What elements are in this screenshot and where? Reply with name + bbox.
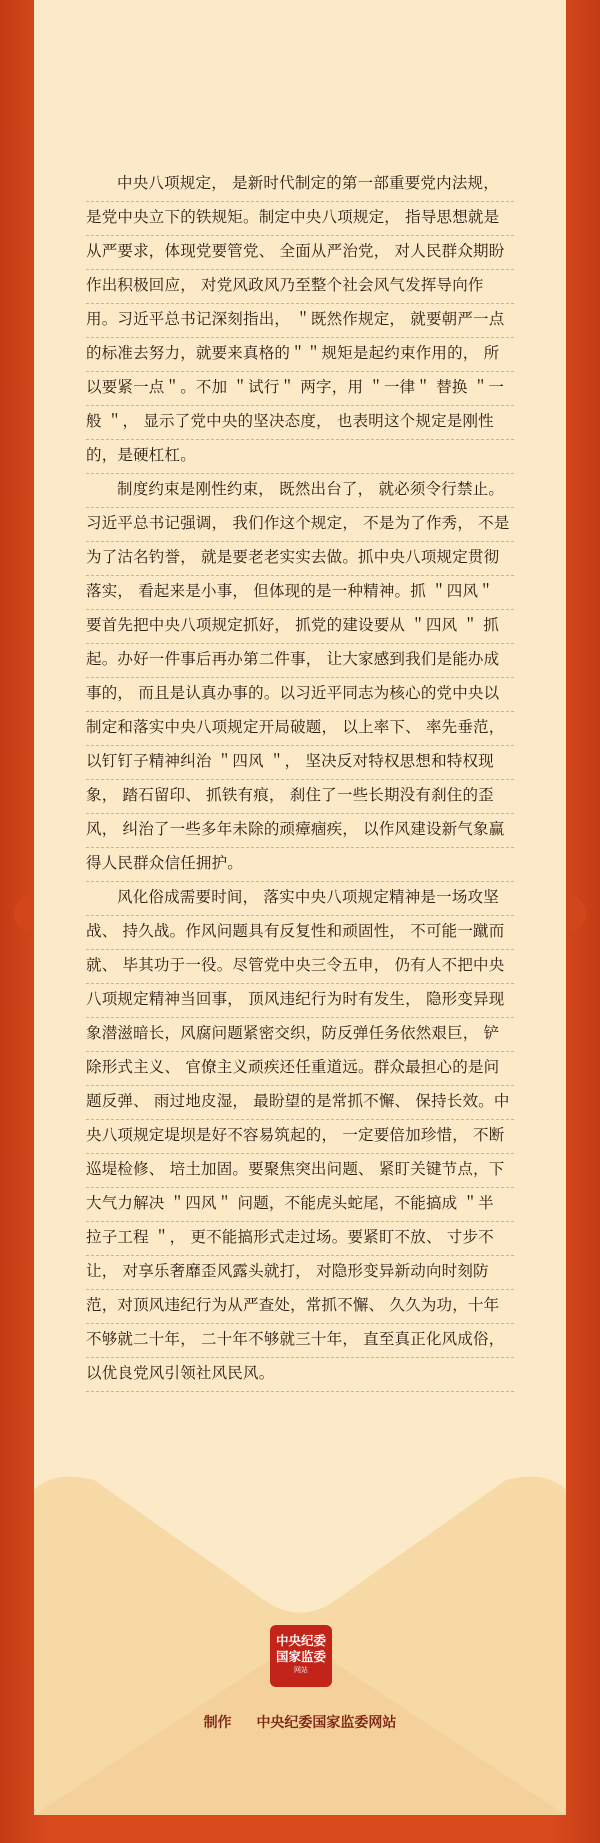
paragraph bbox=[86, 168, 514, 474]
text-line: 八项规定精神当回事， 顶风违纪行为时有发生， 隐形变异现 bbox=[86, 984, 514, 1018]
credit-source: 中央纪委国家监委网站 bbox=[256, 1715, 397, 1731]
text-line: 用。习近平总书记深刻指出， ＂既然作规定， 就要朝严一点 bbox=[86, 304, 514, 338]
text-line: 得人民群众信任拥护。 bbox=[86, 848, 514, 882]
credit-label: 制作 bbox=[203, 1715, 232, 1731]
seal-line-1: 中央纪委 bbox=[275, 1633, 326, 1648]
text-line: 象， 踏石留印、 抓铁有痕， 刹住了一些长期没有刹住的歪 bbox=[86, 780, 514, 814]
text-line: 般 ＂， 显示了党中央的坚决态度， 也表明这个规定是刚性 bbox=[86, 406, 514, 440]
paragraph bbox=[86, 474, 514, 882]
text-line: 事的， 而且是认真办事的。以习近平同志为核心的党中央以 bbox=[86, 678, 514, 712]
text-line: 风化俗成需要时间， 落实中央八项规定精神是一场攻坚 bbox=[86, 882, 514, 916]
text-line: 为了沽名钓誉， 就是要老老实实去做。抓中央八项规定贯彻 bbox=[86, 542, 514, 576]
text-line: 中央八项规定， 是新时代制定的第一部重要党内法规， bbox=[86, 168, 514, 202]
text-line: 要首先把中央八项规定抓好， 抓党的建设要从 ＂四风 ＂ 抓 bbox=[86, 610, 514, 644]
text-line: 除形式主义、 官僚主义顽疾还任重道远。群众最担心的是问 bbox=[86, 1052, 514, 1086]
logo-seal bbox=[270, 1625, 332, 1687]
text-line: 大气力解决 ＂四风＂ 问题，不能虎头蛇尾，不能搞成 ＂半 bbox=[86, 1188, 514, 1222]
text-line: 战、 持久战。作风问题具有反复性和顽固性， 不可能一蹴而 bbox=[86, 916, 514, 950]
text-line: 拉子工程 ＂， 更不能搞形式走过场。要紧盯不放、 寸步不 bbox=[86, 1222, 514, 1256]
text-line: 落实， 看起来是小事， 但体现的是一种精神。抓 ＂四风＂ bbox=[86, 576, 514, 610]
text-line: 习近平总书记强调， 我们作这个规定， 不是为了作秀， 不是 bbox=[86, 508, 514, 542]
credit-line bbox=[0, 1712, 600, 1732]
letter-paper bbox=[34, 0, 566, 1815]
text-line: 的标准去努力，就要来真格的＂＂规矩是起约束作用的， 所 bbox=[86, 338, 514, 372]
text-line: 制定和落实中央八项规定开局破题， 以上率下、 率先垂范， bbox=[86, 712, 514, 746]
text-line: 让， 对享乐奢靡歪风露头就打， 对隐形变异新动向时刻防 bbox=[86, 1256, 514, 1290]
article-body bbox=[86, 168, 514, 1392]
text-line: 巡堤检修、 培土加固。要聚焦突出问题、 紧盯关键节点，下 bbox=[86, 1154, 514, 1188]
text-line: 题反弹、 雨过地皮湿， 最盼望的是常抓不懈、 保持长效。中 bbox=[86, 1086, 514, 1120]
text-line: 制度约束是刚性约束， 既然出台了， 就必须令行禁止。 bbox=[86, 474, 514, 508]
text-line: 风， 纠治了一些多年未除的顽瘴痼疾， 以作风建设新气象赢 bbox=[86, 814, 514, 848]
text-line: 央八项规定堤坝是好不容易筑起的， 一定要倍加珍惜， 不断 bbox=[86, 1120, 514, 1154]
text-line: 从严要求，体现党要管党、 全面从严治党， 对人民群众期盼 bbox=[86, 236, 514, 270]
text-line: 是党中央立下的铁规矩。制定中央八项规定， 指导思想就是 bbox=[86, 202, 514, 236]
text-line: 以优良党风引领社风民风。 bbox=[86, 1358, 514, 1392]
seal-line-2: 国家监委 bbox=[275, 1649, 326, 1664]
text-line: 以要紧一点＂。不加 ＂试行＂ 两字，用 ＂一律＂ 替换 ＂一 bbox=[86, 372, 514, 406]
text-line: 的，是硬杠杠。 bbox=[86, 440, 514, 474]
text-line: 象潜滋暗长，风腐问题紧密交织，防反弹任务依然艰巨， 铲 bbox=[86, 1018, 514, 1052]
text-line: 起。办好一件事后再办第二件事， 让大家感到我们是能办成 bbox=[86, 644, 514, 678]
paragraph bbox=[86, 882, 514, 1392]
seal-line-3: 网站 bbox=[294, 1666, 308, 1674]
text-line: 不够就二十年， 二十年不够就三十年， 直至真正化风成俗， bbox=[86, 1324, 514, 1358]
text-line: 以钉钉子精神纠治 ＂四风 ＂， 坚决反对特权思想和特权现 bbox=[86, 746, 514, 780]
text-line: 就、 毕其功于一役。尽管党中央三令五申， 仍有人不把中央 bbox=[86, 950, 514, 984]
text-line: 作出积极回应， 对党风政风乃至整个社会风气发挥导向作 bbox=[86, 270, 514, 304]
text-line: 范，对顶风违纪行为从严查处，常抓不懈、 久久为功，十年 bbox=[86, 1290, 514, 1324]
